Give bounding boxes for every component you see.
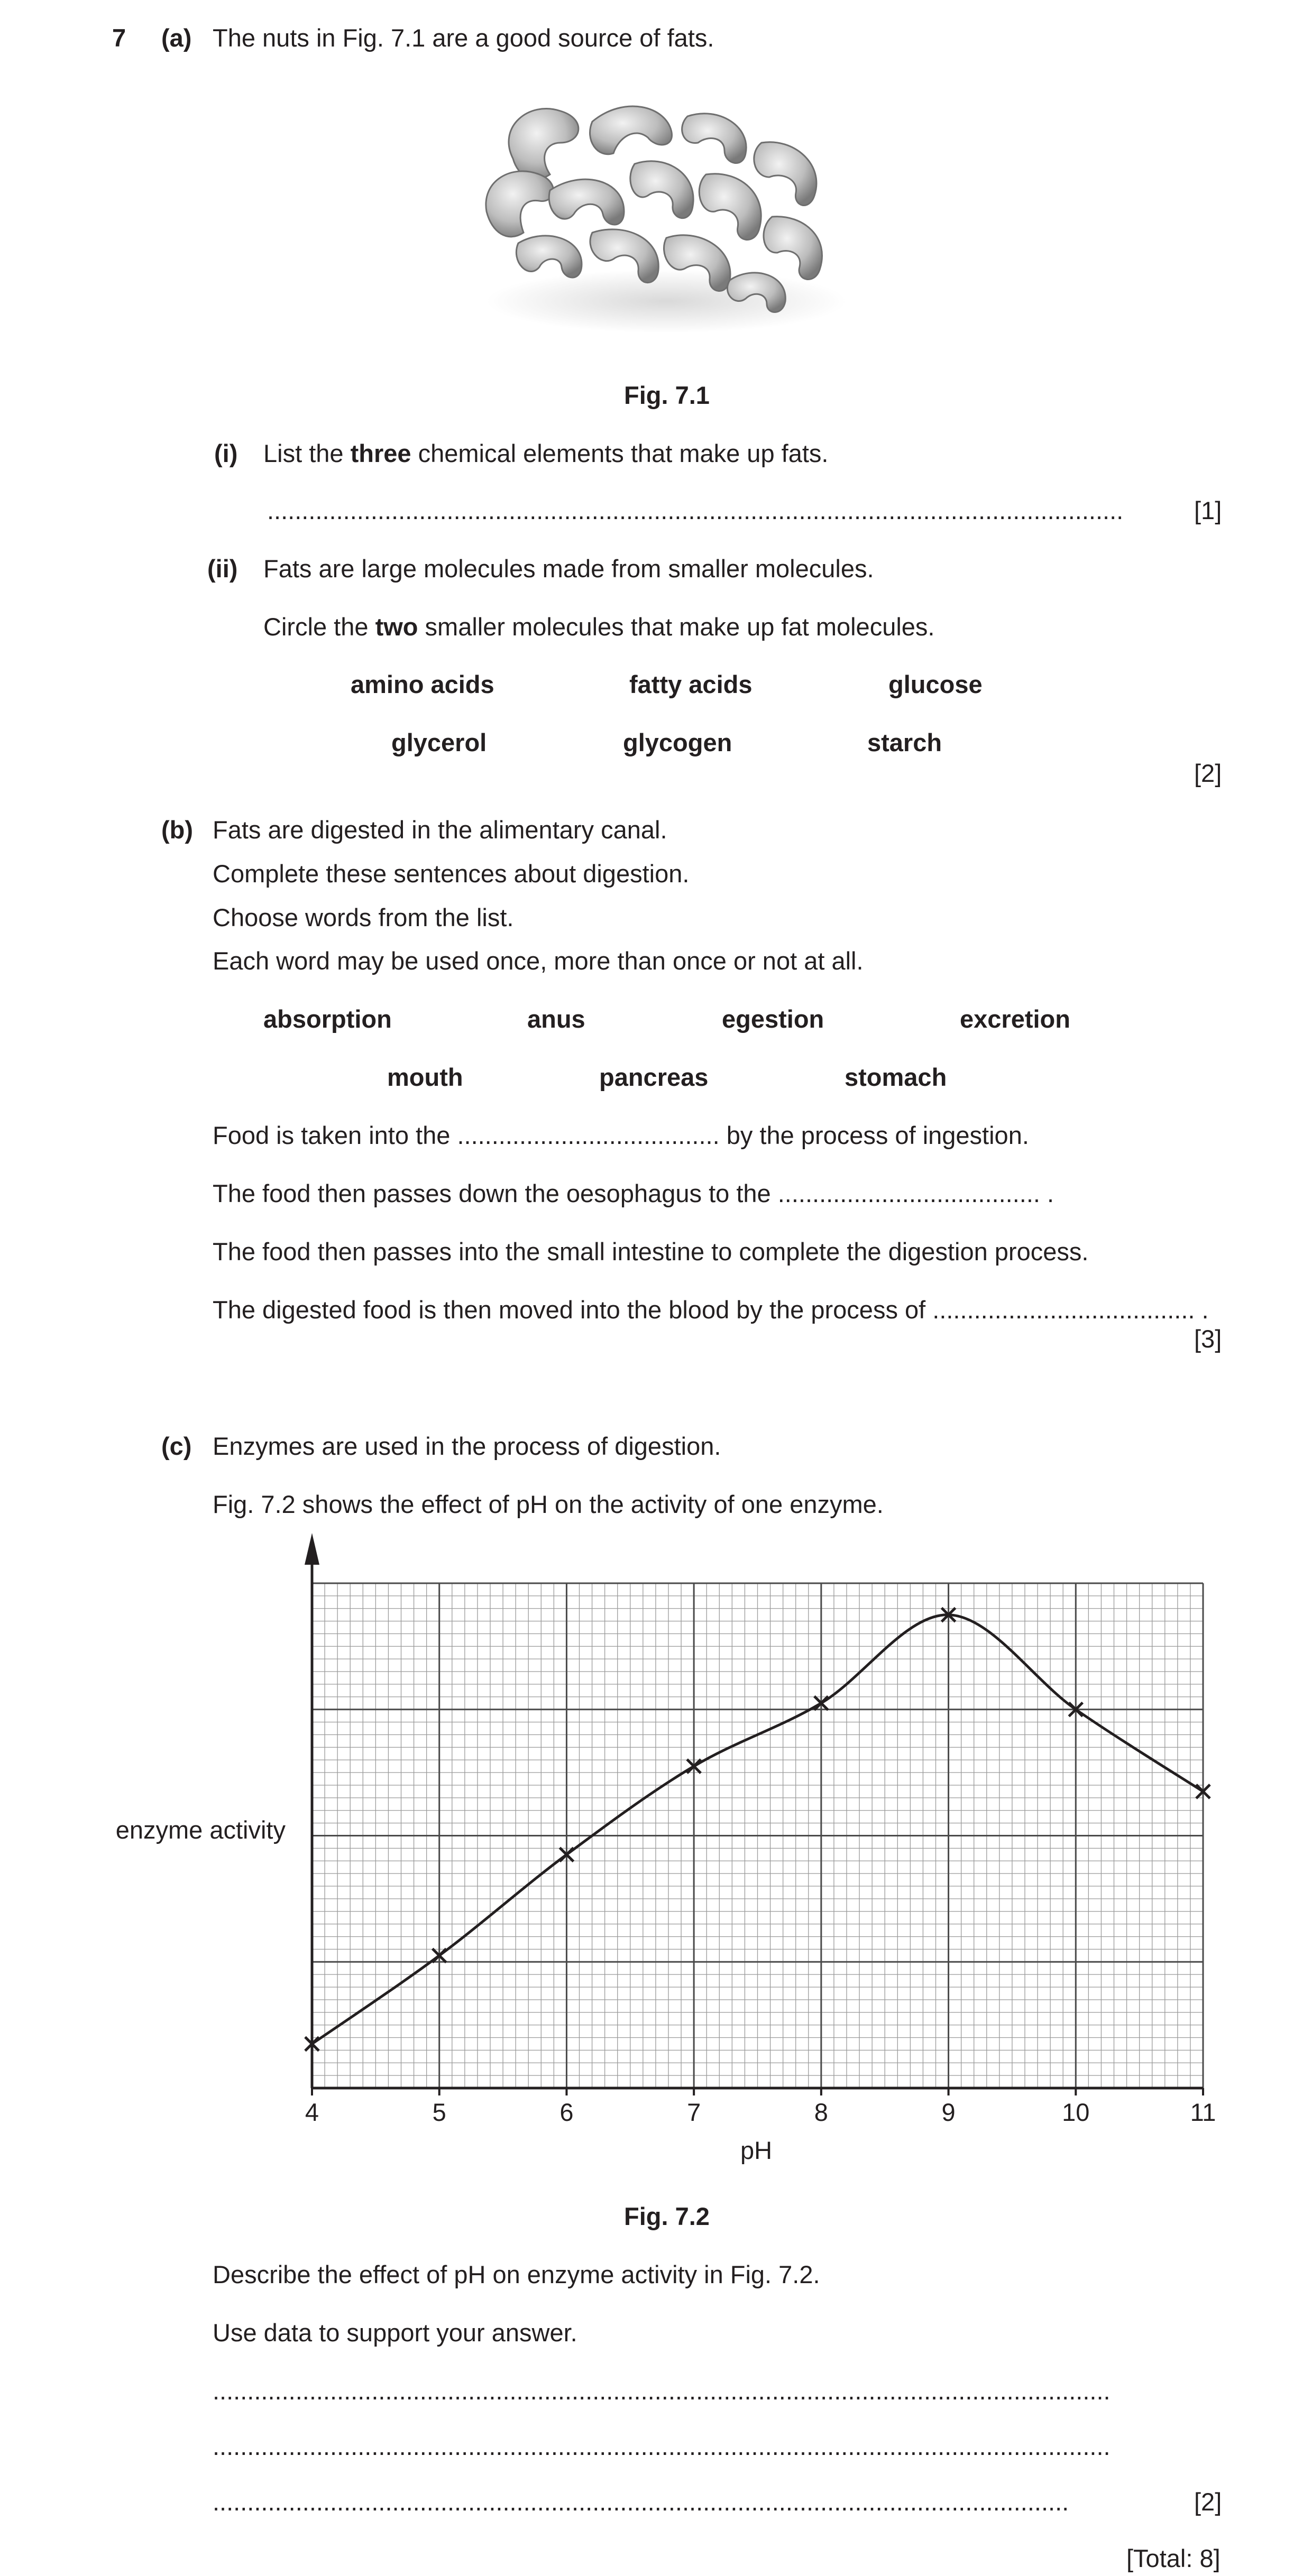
part-c-answer-line-2[interactable]: .................................................................................................................................. (213, 2432, 1111, 2460)
sentence-1[interactable]: Food is taken into the ...................................... by the process of ingestion. (213, 1121, 1029, 1149)
option-starch[interactable]: starch (867, 728, 942, 756)
word-anus: anus (527, 1005, 585, 1033)
part-c-label: (c) (161, 1432, 192, 1460)
word-egestion: egestion (722, 1005, 824, 1033)
part-b-line2: Complete these sentences about digestion. (213, 860, 690, 888)
word-excretion: excretion (960, 1005, 1070, 1033)
x-tick-label: 11 (1190, 2098, 1216, 2126)
x-axis-label-text: pH (740, 2136, 773, 2164)
part-b-line3: Choose words from the list. (213, 903, 514, 931)
part-a-i-text-post: chemical elements that make up fats. (411, 439, 829, 467)
option-glycogen[interactable]: glycogen (623, 728, 732, 756)
part-a-i-text-bold: three (350, 439, 411, 467)
part-a-ii-text1: Fats are large molecules made from smaller molecules. (263, 555, 874, 583)
sentence-3: The food then passes into the small intestine to complete the digestion process. (213, 1238, 1089, 1266)
word-mouth: mouth (387, 1063, 463, 1091)
part-a-i-label: (i) (214, 439, 238, 467)
x-tick-label: 5 (432, 2098, 446, 2126)
x-tick-label: 8 (814, 2098, 828, 2126)
x-tick-label: 10 (1062, 2098, 1090, 2126)
x-tick-label: 4 (305, 2098, 319, 2126)
word-pancreas: pancreas (599, 1063, 709, 1091)
part-a-i-answer-line[interactable]: ............................................................................................................................ (267, 496, 1124, 524)
part-c-marks: [2] (1194, 2488, 1222, 2516)
part-c-question-1: Describe the effect of pH on enzyme activity in Fig. 7.2. (213, 2260, 820, 2288)
part-a-ii-text2-post: smaller molecules that make up fat molecules. (418, 613, 935, 641)
nuts-image (465, 79, 857, 344)
x-tick-label: 6 (559, 2098, 574, 2126)
word-absorption: absorption (263, 1005, 392, 1033)
part-b-label: (b) (161, 816, 194, 844)
part-c-answer-line-3[interactable]: ............................................................................................................................ (213, 2488, 1069, 2516)
part-c-line1: Enzymes are used in the process of digestion. (213, 1432, 721, 1460)
part-a-i-text-pre: List the (263, 439, 351, 467)
sentence-2[interactable]: The food then passes down the oesophagus to the ...................................... . (213, 1179, 1054, 1207)
part-a-stem: The nuts in Fig. 7.1 are a good source of fats. (213, 24, 714, 52)
part-b-marks: [3] (1194, 1325, 1222, 1353)
part-a-ii-text2 (263, 612, 934, 642)
y-axis-arrow-icon (305, 1533, 319, 1565)
part-a-label: (a) (161, 24, 192, 52)
part-a-ii-label: (ii) (207, 555, 238, 583)
part-a-ii-text2-bold: two (375, 613, 418, 641)
part-b-line4: Each word may be used once, more than once or not at all. (213, 947, 864, 975)
option-amino-acids[interactable]: amino acids (351, 670, 494, 698)
part-a-i-marks: [1] (1194, 496, 1222, 524)
part-c-question-2: Use data to support your answer. (213, 2319, 577, 2347)
part-a-i-question (263, 439, 828, 468)
option-fatty-acids[interactable]: fatty acids (629, 670, 753, 698)
part-c-line2: Fig. 7.2 shows the effect of pH on the activity of one enzyme. (213, 1490, 884, 1518)
part-c-answer-line-1[interactable]: .................................................................................................................................. (213, 2377, 1111, 2405)
option-glucose[interactable]: glucose (888, 670, 983, 698)
part-a-ii-marks: [2] (1194, 759, 1222, 787)
y-axis-label: enzyme activity (115, 1816, 286, 1844)
word-stomach: stomach (845, 1063, 947, 1091)
part-b-line1: Fats are digested in the alimentary canal. (213, 816, 667, 844)
x-tick-label: 9 (941, 2098, 956, 2126)
fig-7-1-caption: Fig. 7.1 (624, 381, 710, 409)
enzyme-ph-graph (0, 1512, 1312, 2146)
sentence-4[interactable]: The digested food is then moved into the blood by the process of ...................................... . (213, 1296, 1209, 1324)
option-glycerol[interactable]: glycerol (391, 728, 487, 756)
x-tick-label: 7 (687, 2098, 701, 2126)
question-number: 7 (112, 24, 126, 52)
fig-7-2-caption: Fig. 7.2 (624, 2202, 710, 2230)
total-marks: [Total: 8] (1126, 2544, 1221, 2572)
part-a-ii-text2-pre: Circle the (263, 613, 375, 641)
